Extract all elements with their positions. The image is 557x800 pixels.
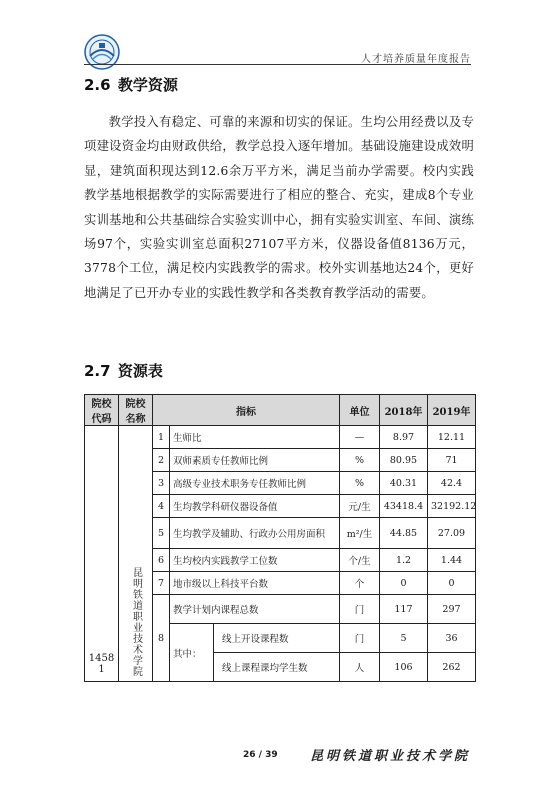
row-number: 8 <box>153 595 170 682</box>
header-school-name: 院校名称 <box>119 395 153 426</box>
section-number: 2.7 <box>84 362 111 380</box>
row-2019: 1.44 <box>428 549 476 572</box>
section-number: 2.6 <box>84 76 111 94</box>
row-unit: 个/生 <box>340 549 380 572</box>
row-2018: 0 <box>380 572 428 595</box>
row-unit: 门 <box>340 595 380 624</box>
report-header-title: 人才培养质量年度报告 <box>361 54 471 65</box>
row-unit: % <box>340 472 380 495</box>
row-unit: — <box>340 426 380 449</box>
row-number: 6 <box>153 549 170 572</box>
row-2018: 8.97 <box>380 426 428 449</box>
row-2019: 42.4 <box>428 472 476 495</box>
row-number: 7 <box>153 572 170 595</box>
row-unit: 门 <box>340 624 380 653</box>
page-number: 26 / 39 <box>243 750 278 760</box>
row-indicator: 地市级以上科技平台数 <box>170 572 340 595</box>
row-2018: 1.2 <box>380 549 428 572</box>
section-heading-2-7 <box>84 360 163 381</box>
row-indicator: 生均校内实践教学工位数 <box>170 549 340 572</box>
table-row <box>85 426 476 449</box>
row-2018: 5 <box>380 624 428 653</box>
row-indicator: 线上课程课均学生数 <box>214 653 340 682</box>
row-2019: 32192.12 <box>428 495 476 518</box>
row-indicator: 双师素质专任教师比例 <box>170 449 340 472</box>
row-2019: 12.11 <box>428 426 476 449</box>
row-indicator: 生师比 <box>170 426 340 449</box>
row-indicator: 生均教学科研仪器设备值 <box>170 495 340 518</box>
row-unit: % <box>340 449 380 472</box>
row-2019: 27.09 <box>428 518 476 549</box>
row-indicator: 高级专业技术职务专任教师比例 <box>170 472 340 495</box>
row-indicator: 线上开设课程数 <box>214 624 340 653</box>
row-number: 2 <box>153 449 170 472</box>
row-2018: 106 <box>380 653 428 682</box>
row-unit: 个 <box>340 572 380 595</box>
resource-table <box>84 394 476 682</box>
header-school-code: 院校代码 <box>85 395 119 426</box>
row-2019: 297 <box>428 595 476 624</box>
row-number: 1 <box>153 426 170 449</box>
footer-school-name: 昆明铁道职业技术学院 <box>310 749 471 764</box>
row-unit: m²/生 <box>340 518 380 549</box>
row-number: 3 <box>153 472 170 495</box>
header-2018: 2018年 <box>380 395 428 426</box>
section-title: 教学资源 <box>117 76 178 94</box>
table-header-row <box>85 395 476 426</box>
sub-label-cell: 其中： <box>170 624 214 682</box>
row-2019: 71 <box>428 449 476 472</box>
header-indicator: 指标 <box>153 395 340 426</box>
row-indicator: 生均教学及辅助、行政办公用房面积 <box>170 518 340 549</box>
section-heading-2-6 <box>84 74 178 95</box>
school-name: 昆明铁道职业技术学院 <box>130 567 142 677</box>
row-2018: 43418.4 <box>380 495 428 518</box>
header-2019: 2019年 <box>428 395 476 426</box>
row-2018: 44.85 <box>380 518 428 549</box>
row-unit: 元/生 <box>340 495 380 518</box>
header-unit: 单位 <box>340 395 380 426</box>
section-title: 资源表 <box>117 362 163 380</box>
row-unit: 人 <box>340 653 380 682</box>
header-divider <box>84 64 471 65</box>
row-2019: 262 <box>428 653 476 682</box>
row-2019: 36 <box>428 624 476 653</box>
row-2019: 0 <box>428 572 476 595</box>
row-number: 4 <box>153 495 170 518</box>
row-indicator: 教学计划内课程总数 <box>170 595 340 624</box>
school-name-cell <box>119 426 153 682</box>
school-code-cell: 14581 <box>85 426 119 682</box>
row-2018: 80.95 <box>380 449 428 472</box>
teaching-resources-paragraph: 教学投入有稳定、可靠的来源和切实的保证。生均公用经费以及专项建设资金均由财政供给，教学总投入逐年增加。基础设施建设成效明显，建筑面积现达到12.6余万平方米，满足当前办学需要。校内实践教学基地根据教学的实际需要进行了相应的整合、充实，建成8个专业实训基地和公共基础综合实验实训中心，拥有实验实训室、车间、演练场97个，实验实训室总面积27107平方米，仪器设备值8136万元，3778个工位，满足校内实践教学的需求。校外实训基地达24个，更好地满足了已开办专业的实践性教学和各类教育教学活动的需要。 <box>84 115 474 300</box>
row-2018: 117 <box>380 595 428 624</box>
row-number: 5 <box>153 518 170 549</box>
row-2018: 40.31 <box>380 472 428 495</box>
